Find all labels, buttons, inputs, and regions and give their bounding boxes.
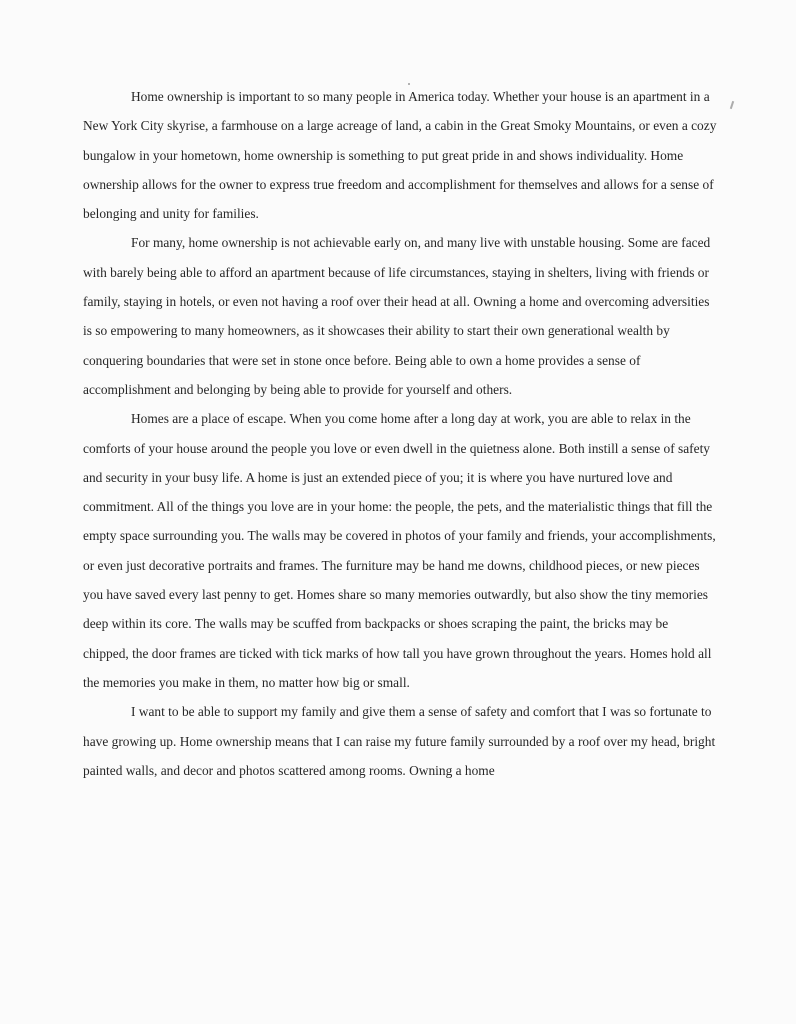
stray-pen-mark [730, 101, 734, 109]
paragraph-homes-escape: Homes are a place of escape. When you come home after a long day at work, you are able to relax in the comforts of your house around the people you love or even dwell in the quietness alone. Both instill a sense of safety and security in your busy life. A home is just an extended piece of you; it is where you have nurtured love and commitment. All of the things you love are in your home: the people, the pets, and the materialistic things that fill the empty space surrounding you. The walls may be covered in photos of your family and friends, your accomplishments, or even just decorative portraits and frames. The furniture may be hand me downs, childhood pieces, or new pieces you have saved every last penny to get. Homes share so many memories outwardly, but also show the tiny memories deep within its core. The walls may be scuffed from backpacks or shoes scraping the paint, the bricks may be chipped, the door frames are ticked with tick marks of how tall you have grown throughout the years. Homes hold all the memories you make in them, no matter how big or small. [83, 411, 716, 690]
essay-body [83, 82, 717, 785]
paragraph-support-family: I want to be able to support my family and give them a sense of safety and comfort that I was so fortunate to have growing up. Home ownership means that I can raise my future family surrounded by a roof over my head, bright painted walls, and decor and photos scattered among rooms. Owning a home [83, 704, 716, 778]
paragraph-unstable-housing: For many, home ownership is not achievable early on, and many live with unstable housing. Some are faced with barely being able to afford an apartment because of life circumstances, staying in shelters, living with friends or family, staying in hotels, or even not having a roof over their head at all. Owning a home and overcoming adversities is so empowering to many homeowners, as it showcases their ability to start their own generational wealth by conquering boundaries that were set in stone once before. Being able to own a home provides a sense of accomplishment and belonging by being able to provide for yourself and others. [83, 235, 711, 397]
paragraph-home-ownership-importance: Home ownership is important to so many people in America today. Whether your house is an apartment in a New York City skyrise, a farmhouse on a large acreage of land, a cabin in the Great Smoky Mountains, or even a cozy bungalow in your hometown, home ownership is something to put great pride in and shows individuality. Home ownership allows for the owner to express true freedom and accomplishment for themselves and allows for a sense of belonging and unity for families. [83, 89, 717, 222]
